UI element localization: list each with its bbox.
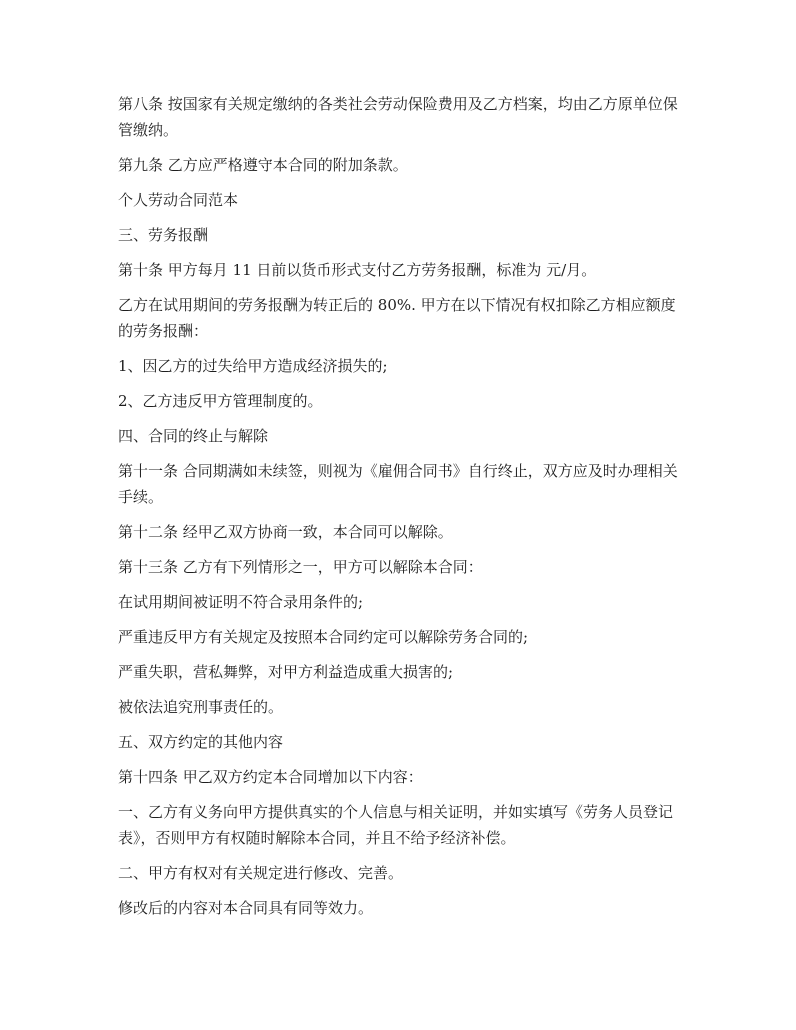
paragraph-article-14: 第十四条 甲乙双方约定本合同增加以下内容： bbox=[118, 768, 423, 786]
list-item-termination-1: 在试用期间被证明不符合录用条件的; bbox=[118, 593, 364, 611]
paragraph-article-9: 第九条 乙方应严格遵守本合同的附加条款。 bbox=[118, 156, 408, 174]
paragraph-article-10: 第十条 甲方每月 11 日前以货币形式支付乙方劳务报酬，标准为 元/月。 bbox=[118, 261, 597, 279]
section-heading-remuneration: 三、劳务报酬 bbox=[118, 226, 209, 244]
list-item-other-1: 一、乙方有义务向甲方提供真实的个人信息与相关证明，并如实填写《劳务人员登记表》，否则甲方有权随时解除本合同，并且不给予经济补偿。 bbox=[118, 803, 674, 847]
paragraph-article-11: 第十一条 合同期满如未续签，则视为《雇佣合同书》自行终止，双方应及时办理相关手续。 bbox=[118, 462, 678, 506]
list-item-deduction-1: 1、因乙方的过失给甲方造成经济损失的; bbox=[118, 357, 388, 375]
section-title: 个人劳动合同范本 bbox=[118, 191, 239, 209]
paragraph-article-13: 第十三条 乙方有下列情形之一，甲方可以解除本合同： bbox=[118, 558, 483, 576]
paragraph-article-12: 第十二条 经甲乙双方协商一致，本合同可以解除。 bbox=[118, 523, 453, 541]
paragraph-article-8: 第八条 按国家有关规定缴纳的各类社会劳动保险费用及乙方档案，均由乙方原单位保管缴纳。 bbox=[118, 95, 678, 139]
section-heading-other: 五、双方约定的其他内容 bbox=[118, 733, 284, 751]
list-item-other-2: 二、甲方有权对有关规定进行修改、完善。 bbox=[118, 864, 404, 882]
list-item-termination-4: 被依法追究刑事责任的。 bbox=[118, 698, 284, 716]
paragraph-effect: 修改后的内容对本合同具有同等效力。 bbox=[118, 899, 374, 917]
paragraph-probation-pay: 乙方在试用期间的劳务报酬为转正后的 80%. 甲方在以下情况有权扣除乙方相应额度的劳务报酬： bbox=[118, 296, 676, 340]
document-body bbox=[118, 91, 688, 930]
list-item-deduction-2: 2、乙方违反甲方管理制度的。 bbox=[118, 392, 323, 410]
section-heading-termination: 四、合同的终止与解除 bbox=[118, 427, 269, 445]
list-item-termination-2: 严重违反甲方有关规定及按照本合同约定可以解除劳务合同的; bbox=[118, 628, 529, 646]
list-item-termination-3: 严重失职，营私舞弊，对甲方利益造成重大损害的; bbox=[118, 663, 454, 681]
